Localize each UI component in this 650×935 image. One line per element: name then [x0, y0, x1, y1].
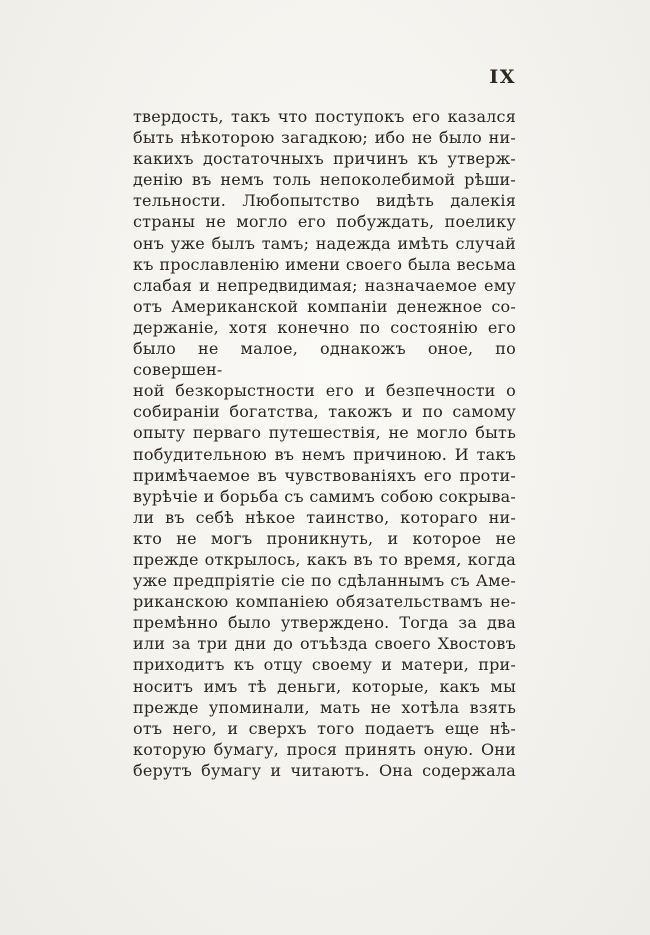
text-line: примѣчаемое въ чувствованіяхъ его проти-: [133, 465, 516, 485]
text-line: уже предпріятіе сіе по сдѣланнымъ съ Аме-: [133, 571, 516, 591]
text-line: держаніе, хотя конечно по состоянію его: [133, 317, 516, 337]
text-line: вурѣчіе и борьба съ самимъ собою сокрыва-: [133, 486, 516, 506]
text-line: твердость, такъ что поступокъ его казался: [133, 107, 516, 126]
text-line: быть нѣкоторою загадкою; ибо не было ни-: [133, 128, 516, 148]
text-line: или за три дни до отъѣзда своего Хвостовъ: [133, 634, 516, 654]
text-line: было не малое, однакожъ оное, по совершен-: [133, 339, 516, 380]
text-line: собираніи богатства, такожъ и по самому: [133, 402, 516, 422]
text-line: денію въ немъ толь непоколебимой рѣши-: [133, 170, 516, 190]
text-line: отъ него, и сверхъ того подаетъ еще нѣ-: [133, 718, 516, 738]
text-line: приходитъ къ отцу своему и матери, при-: [133, 655, 516, 675]
text-line: страны не могло его побуждать, поелику: [133, 212, 516, 232]
text-line: которую бумагу, прося принять оную. Они: [133, 739, 516, 759]
page-number: IX: [489, 66, 516, 88]
text-line: побудительною въ немъ причиною. И такъ: [133, 444, 516, 464]
text-line: берутъ бумагу и читаютъ. Она содержала: [133, 760, 516, 780]
text-line: онъ уже былъ тамъ; надежда имѣть случай: [133, 233, 516, 253]
text-line: ли въ себѣ нѣкое таинство, котораго ни-: [133, 507, 516, 527]
text-line: премѣнно было утверждено. Тогда за два: [133, 613, 516, 633]
text-line: прежде упоминали, мать не хотѣла взять: [133, 697, 516, 717]
text-line: ной безкорыстности его и безпечности о: [133, 381, 516, 401]
text-line: отъ Американской компаніи денежное со-: [133, 296, 516, 316]
text-line: риканскою компаніею обязательствамъ не-: [133, 592, 516, 612]
text-line: кто не могъ проникнуть, и которое не: [133, 528, 516, 548]
text-line: тельности. Любопытство видѣть далекія: [133, 191, 516, 211]
text-line: опыту перваго путешествія, не могло быть: [133, 423, 516, 443]
body-text: [133, 106, 516, 781]
text-line: носитъ имъ тѣ деньги, которые, какъ мы: [133, 676, 516, 696]
text-line: какихъ достаточныхъ причинъ къ утверж-: [133, 149, 516, 169]
text-line: прежде открылось, какъ въ то время, когда: [133, 549, 516, 569]
text-line: слабая и непредвидимая; назначаемое ему: [133, 275, 516, 295]
text-line: къ прославленію имени своего была весьма: [133, 254, 516, 274]
